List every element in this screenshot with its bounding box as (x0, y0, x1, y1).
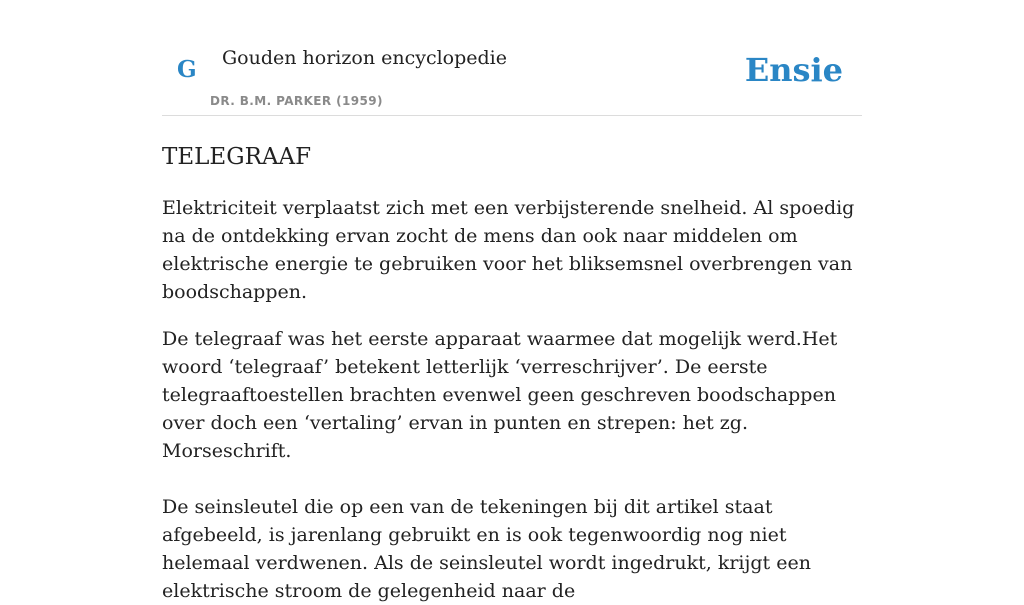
header (162, 0, 862, 116)
page (162, 0, 862, 605)
article-paragraph: De telegraaf was het eerste apparaat waarmee dat mogelijk werd.Het woord ‘telegraaf’ betekent letterlijk ‘verreschrijver’. De eerste telegraaftoestellen brachten evenwel geen geschreven boodschappen over doch een ‘vertaling’ ervan in punten en strepen: het zg. Morseschrift. (162, 328, 838, 462)
article-paragraph: De seinsleutel die op een van de tekeningen bij dit artikel staat afgebeeld, is jarenlang gebruikt en is ook tegenwoordig nog niet helemaal verdwenen. Als de seinsleutel wordt ingedrukt, krijgt een elektrische stroom de gelegenheid naar de (162, 496, 811, 602)
book-author: DR. B.M. PARKER (1959) (210, 94, 383, 108)
book-title[interactable]: Gouden horizon encyclopedie (222, 47, 507, 69)
brand-logo[interactable]: Ensie (744, 51, 843, 89)
book-logo[interactable]: G (177, 56, 197, 83)
article-title: TELEGRAAF (162, 144, 312, 170)
article-paragraph: Elektriciteit verplaatst zich met een verbijsterende snelheid. Al spoedig na de ontdekking ervan zocht de mens dan ook naar middelen om elektrische energie te gebruiken voor het bliksemsnel overbrengen van boodschappen. (162, 197, 855, 303)
